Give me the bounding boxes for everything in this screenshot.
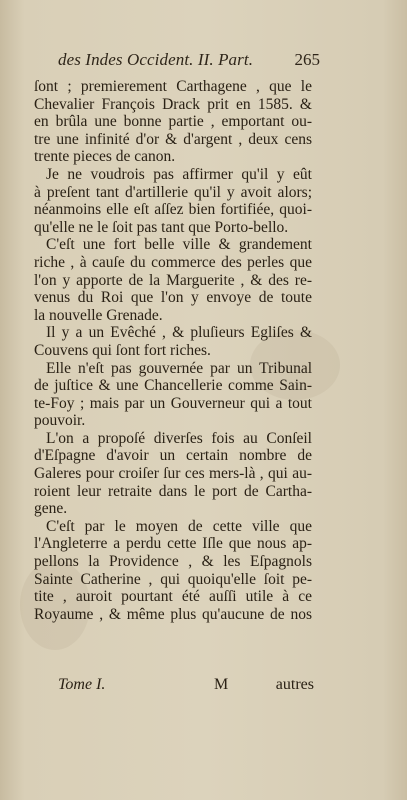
text-line: Il y a un Evêché , & pluſieurs Egliſes & [46, 324, 312, 342]
text-line: trente pieces de canon. [34, 148, 176, 166]
text-line: à preſent tant d'artillerie qu'il y avoit alors; [34, 183, 312, 201]
text-line: Couvens qui ſont fort riches. [34, 341, 211, 359]
text-line: qu'elle ne le ſoit pas tant que Porto-bello. [34, 218, 289, 236]
text-line: pouvoir. [34, 412, 86, 430]
text-line: tite , auroit pourtant été auſſi utile à ce [34, 588, 312, 606]
text-line: Sainte Catherine , qui quoiqu'elle ſoit pe- [34, 570, 312, 588]
text-line: venus du Roi que l'on y envoye de toute [34, 289, 312, 307]
text-line: pellons la Providence , & les Eſpagnols [34, 553, 312, 571]
page-header [58, 50, 320, 72]
text-line: Je ne voudrois pas affirmer qu'il y eût [46, 165, 312, 183]
text-line: en brûla une bonne partie , emportant ou- [34, 113, 312, 131]
text-line: d'Eſpagne d'avoir un certain nombre de [34, 447, 312, 465]
text-line: te-Foy ; mais par un Gouverneur qui a tout [34, 394, 312, 412]
text-line: C'eſt une fort belle ville & grandement [46, 236, 312, 254]
text-line: C'eſt par le moyen de cette ville que [46, 517, 312, 535]
text-line: l'Angleterre a perdu cette Iſle que nous ap- [34, 535, 312, 553]
volume-signature: Tome I. [58, 676, 106, 693]
running-head: des Indes Occident. II. Part. [58, 50, 254, 69]
text-line: l'on y apporte de la Marguerite , & des re- [34, 271, 312, 289]
body-text [34, 78, 312, 623]
text-line: Galeres pour croiſer ſur ces mers-là , qui au- [34, 465, 312, 483]
text-line: tre une infinité d'or & d'argent , deux cens [34, 130, 312, 148]
text-line: Chevalier François Drack prit en 1585. & [34, 95, 312, 113]
page-number: 265 [294, 50, 320, 69]
text-line: néanmoins elle eſt aſſez bien fortifiée, quoi- [34, 201, 312, 219]
page-footer [58, 676, 314, 696]
signature-mark: M [214, 676, 229, 693]
text-line: L'on a propoſé diverſes fois au Conſeil [46, 429, 312, 447]
text-line: de juſtice & une Chancellerie comme Sain- [34, 377, 312, 395]
text-line: ſont ; premierement Carthagene , que le [34, 78, 312, 95]
text-line: Elle n'eſt pas gouvernée par un Tribunal [46, 359, 312, 377]
text-line: roient leur retraite dans le port de Cartha- [34, 482, 312, 500]
text-line: riche , à cauſe du commerce des perles que [34, 253, 312, 271]
text-line: la nouvelle Grenade. [34, 306, 163, 324]
text-line: Royaume , & même plus qu'aucune de nos [34, 605, 312, 623]
catchword: autres [275, 676, 314, 693]
text-line: gene. [34, 500, 68, 518]
